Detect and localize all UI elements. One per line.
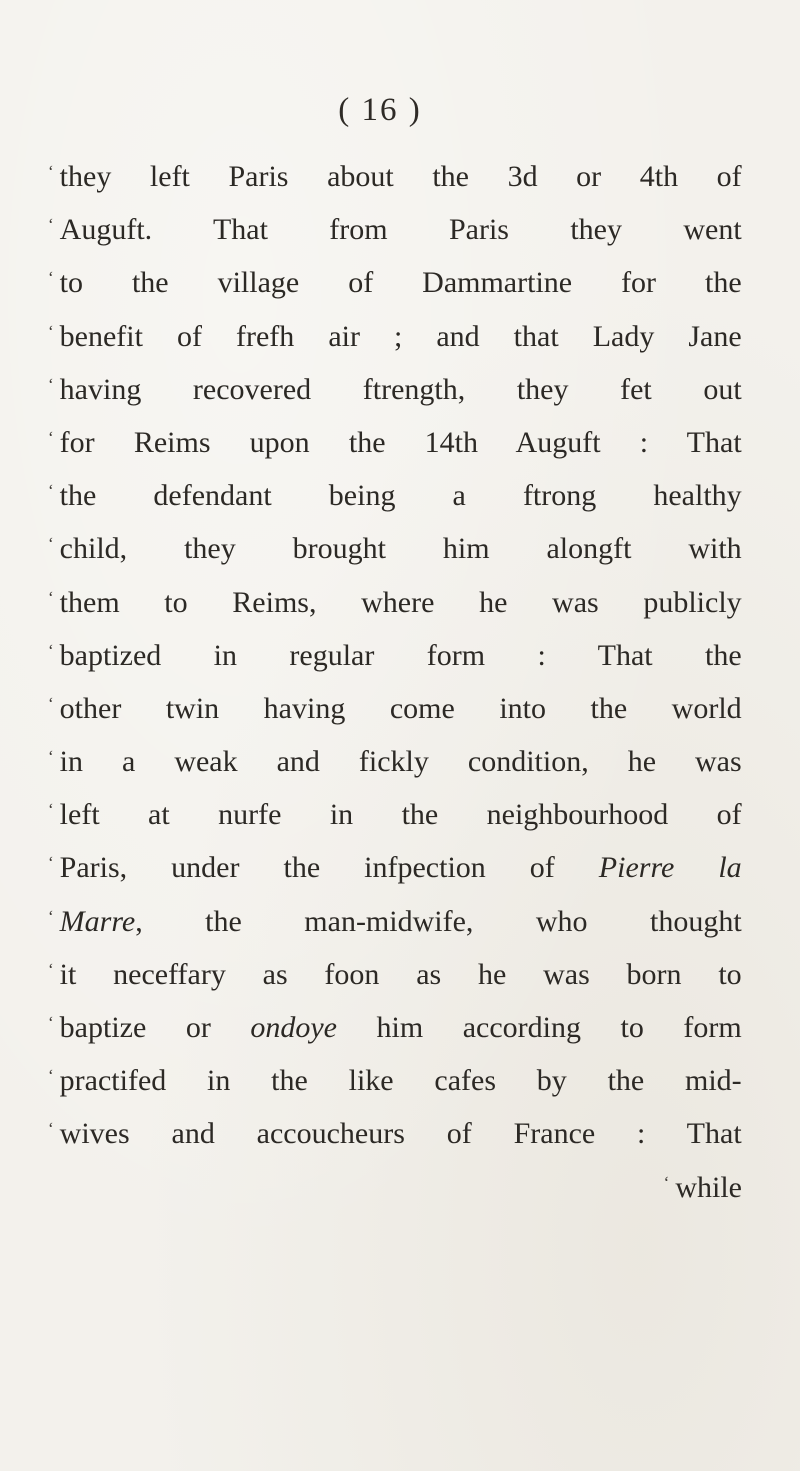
catchword: while [675, 1170, 742, 1204]
line-text: child, they brought him alongft with [59, 532, 742, 566]
text-line-3 [48, 251, 758, 304]
quote-mark: ‘ [48, 162, 54, 181]
quote-mark: ‘ [48, 587, 54, 607]
text-line-9 [48, 571, 758, 624]
quote-mark: ‘ [48, 747, 54, 767]
text-line-17 [48, 996, 758, 1049]
line-text: benefit of frefh air ; and that Lady Jane [59, 319, 742, 353]
italic-name: Marre [59, 904, 136, 938]
quote-mark: ‘ [48, 268, 54, 288]
quote-mark: ‘ [663, 1172, 670, 1192]
text-line-18 [48, 1049, 758, 1102]
line-text: them to Reims, where he was publicly [59, 585, 742, 619]
line-text: Auguft. That from Paris they went [59, 213, 742, 247]
line-text [60, 841, 742, 894]
body-text [48, 145, 758, 1209]
italic-name: Pierre la [598, 851, 742, 885]
line-text: in a weak and fickly condition, he was [59, 745, 742, 779]
line-text-part: , the man-midwife, who thought [135, 904, 742, 938]
quote-mark: ‘ [48, 906, 54, 926]
quote-mark: ‘ [48, 215, 54, 235]
text-line-4 [48, 305, 758, 358]
quote-mark: ‘ [48, 693, 54, 713]
text-line-5 [48, 358, 758, 411]
text-line-12 [48, 730, 758, 783]
text-line-11 [48, 677, 758, 730]
line-text-part: Paris, under the infpection of [59, 851, 599, 885]
text-line-1 [48, 145, 758, 198]
page-number: ( 16 ) [338, 92, 422, 128]
text-line-10 [48, 624, 758, 677]
quote-mark: ‘ [48, 427, 54, 447]
quote-mark: ‘ [48, 481, 54, 501]
line-text: for Reims upon the 14th Auguft : That [59, 425, 742, 459]
quote-mark: ‘ [48, 800, 54, 820]
line-text-part: him according to form [336, 1011, 742, 1044]
quote-mark: ‘ [48, 640, 54, 660]
quote-mark: ‘ [48, 374, 54, 394]
text-line-6 [48, 411, 758, 464]
line-text [60, 895, 742, 948]
text-line-8 [48, 517, 758, 570]
line-text: practifed in the like cafes by the mid- [59, 1064, 742, 1098]
quote-mark: ‘ [48, 534, 54, 554]
line-text: the defendant being a ftrong healthy [59, 479, 742, 513]
text-line-15 [48, 890, 758, 943]
line-text: having recovered ftrength, they fet out [59, 372, 742, 406]
line-text: it neceffary as foon as he was born to [59, 957, 742, 991]
quote-mark: ‘ [48, 1013, 54, 1032]
quote-mark: ‘ [48, 321, 54, 341]
text-line-16 [48, 943, 758, 996]
text-line-2 [48, 198, 758, 251]
line-text-part: baptize or [59, 1011, 251, 1044]
line-text: left at nurfe in the neighbourhood of [59, 798, 742, 832]
line-text: baptized in regular form : That the [59, 638, 742, 672]
text-line-14 [48, 836, 758, 889]
text-line-7 [48, 464, 758, 517]
quote-mark: ‘ [48, 1066, 54, 1086]
text-line-19 [48, 1102, 758, 1155]
line-text: other twin having come into the world [59, 691, 742, 725]
line-text: to the village of Dammartine for the [59, 266, 742, 300]
line-text: they left Paris about the 3d or 4th of [59, 160, 742, 193]
quote-mark: ‘ [48, 959, 54, 979]
quote-mark: ‘ [48, 1119, 54, 1139]
catchword-line [48, 1156, 758, 1209]
quote-mark: ‘ [48, 853, 54, 873]
text-line-13 [48, 783, 758, 836]
line-text [60, 1001, 742, 1054]
line-text: wives and accoucheurs of France : That [59, 1117, 742, 1151]
italic-word: ondoye [250, 1011, 337, 1044]
